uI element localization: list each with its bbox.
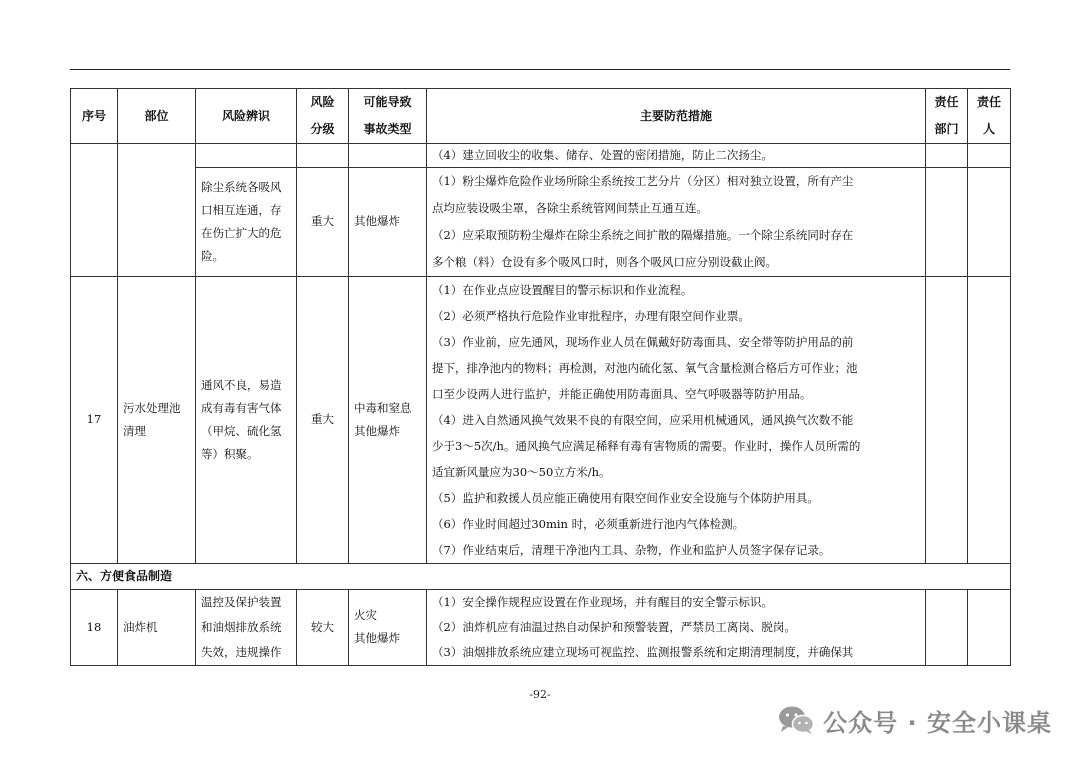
section-row xyxy=(71,563,1011,589)
watermark xyxy=(777,700,1052,740)
cell-measures: （1）在作业点应设置醒目的警示标识和作业流程。 （2）必须严格执行危险作业审批程序，办理有限空间作业票。 （3）作业前，应先通风，现场作业人员在佩戴好防毒面具、安全带等防护用品的前 提下，排净池内的物料；再检测，对池内硫化氢、氧气含量检测合格后方可作业；池 口至少设两人进行监护，并能正确使用防毒面具、空气呼吸器等防护用品。 （4）进入自然通风换气效果不良的有限空间，应采用机械通风，通风换气次数不能 少于3～5次/h。通风换气应满足稀释有毒有害物质的需要。作业时，操作人员所需的 适宜新风量应为30～50立方米/h。 （5）监护和救援人员应能正确使用有限空间作业安全设施与个体防护用具。 （6）作业时间超过30min 时，必须重新进行池内气体检测。 （7）作业结束后，清理干净池内工具、杂物，作业和监护人员签字保存记录。 xyxy=(427,276,926,563)
header-row xyxy=(71,89,1011,144)
cell-part-empty xyxy=(118,144,196,277)
cell-measure: （4）建立回收尘的收集、储存、处置的密闭措施，防止二次扬尘。 xyxy=(427,144,926,168)
header-dept: 责任 部门 xyxy=(926,89,968,144)
cell-accident: 火灾 其他爆炸 xyxy=(349,589,427,665)
table-row-continued xyxy=(71,144,1011,168)
cell-measures: （1）安全操作规程应设置在作业现场，并有醒目的安全警示标识。 （2）油炸机应有油温过热自动保护和预警装置，严禁员工离岗、脱岗。 （3）油烟排放系统应建立现场可视监控、监测报警系统和定期清理制度，并确保其 xyxy=(427,589,926,665)
cell-accident-empty xyxy=(349,144,427,168)
cell-risk: 通风不良，易造 成有毒有害气体 （甲烷、硫化氢 等）积聚。 xyxy=(196,276,297,563)
cell-measures: （1）粉尘爆炸危险作业场所除尘系统按工艺分片（分区）相对独立设置，所有产尘 点均应装设吸尘罩，各除尘系统管网间禁止互通互连。 （2）应采取预防粉尘爆炸在除尘系统之间扩散的隔爆措施。一个除尘系统同时存在 多个粮（料）仓设有多个吸风口时，则各个吸风口应分别设截止阀。 xyxy=(427,167,926,276)
cell-dept xyxy=(926,276,968,563)
cell-person xyxy=(968,276,1011,563)
cell-level: 重大 xyxy=(297,167,349,276)
cell-no: 17 xyxy=(71,276,118,563)
table-row-dust xyxy=(71,167,1011,276)
cell-person xyxy=(968,167,1011,276)
section-title: 六、方便食品制造 xyxy=(71,563,1011,589)
cell-part: 污水处理池 清理 xyxy=(118,276,196,563)
table-row-17 xyxy=(71,276,1011,563)
risk-table xyxy=(70,88,1011,666)
header-level: 风险 分级 xyxy=(297,89,349,144)
header-person: 责任 人 xyxy=(968,89,1011,144)
page-number: -92- xyxy=(529,688,551,701)
cell-accident: 其他爆炸 xyxy=(349,167,427,276)
cell-level: 重大 xyxy=(297,276,349,563)
cell-risk: 温控及保护装置 和油烟排放系统 失效，违规操作 xyxy=(196,589,297,665)
cell-part: 油炸机 xyxy=(118,589,196,665)
cell-risk: 除尘系统各吸风 口相互连通，存 在伤亡扩大的危 险。 xyxy=(196,167,297,276)
cell-no: 18 xyxy=(71,589,118,665)
cell-no-empty xyxy=(71,144,118,277)
wechat-icon xyxy=(777,705,815,735)
table-row-18 xyxy=(71,589,1011,665)
header-risk: 风险辨识 xyxy=(196,89,297,144)
header-measures: 主要防范措施 xyxy=(427,89,926,144)
cell-person xyxy=(968,144,1011,168)
cell-dept xyxy=(926,589,968,665)
cell-person xyxy=(968,589,1011,665)
header-no: 序号 xyxy=(71,89,118,144)
cell-level: 较大 xyxy=(297,589,349,665)
cell-dept xyxy=(926,167,968,276)
header-part: 部位 xyxy=(118,89,196,144)
cell-accident: 中毒和窒息 其他爆炸 xyxy=(349,276,427,563)
cell-level-empty xyxy=(297,144,349,168)
cell-risk-empty xyxy=(196,144,297,168)
cell-dept xyxy=(926,144,968,168)
watermark-text: 公众号 · 安全小课桌 xyxy=(823,708,1052,737)
header-accident: 可能导致 事故类型 xyxy=(349,89,427,144)
header-rule xyxy=(70,69,1010,70)
